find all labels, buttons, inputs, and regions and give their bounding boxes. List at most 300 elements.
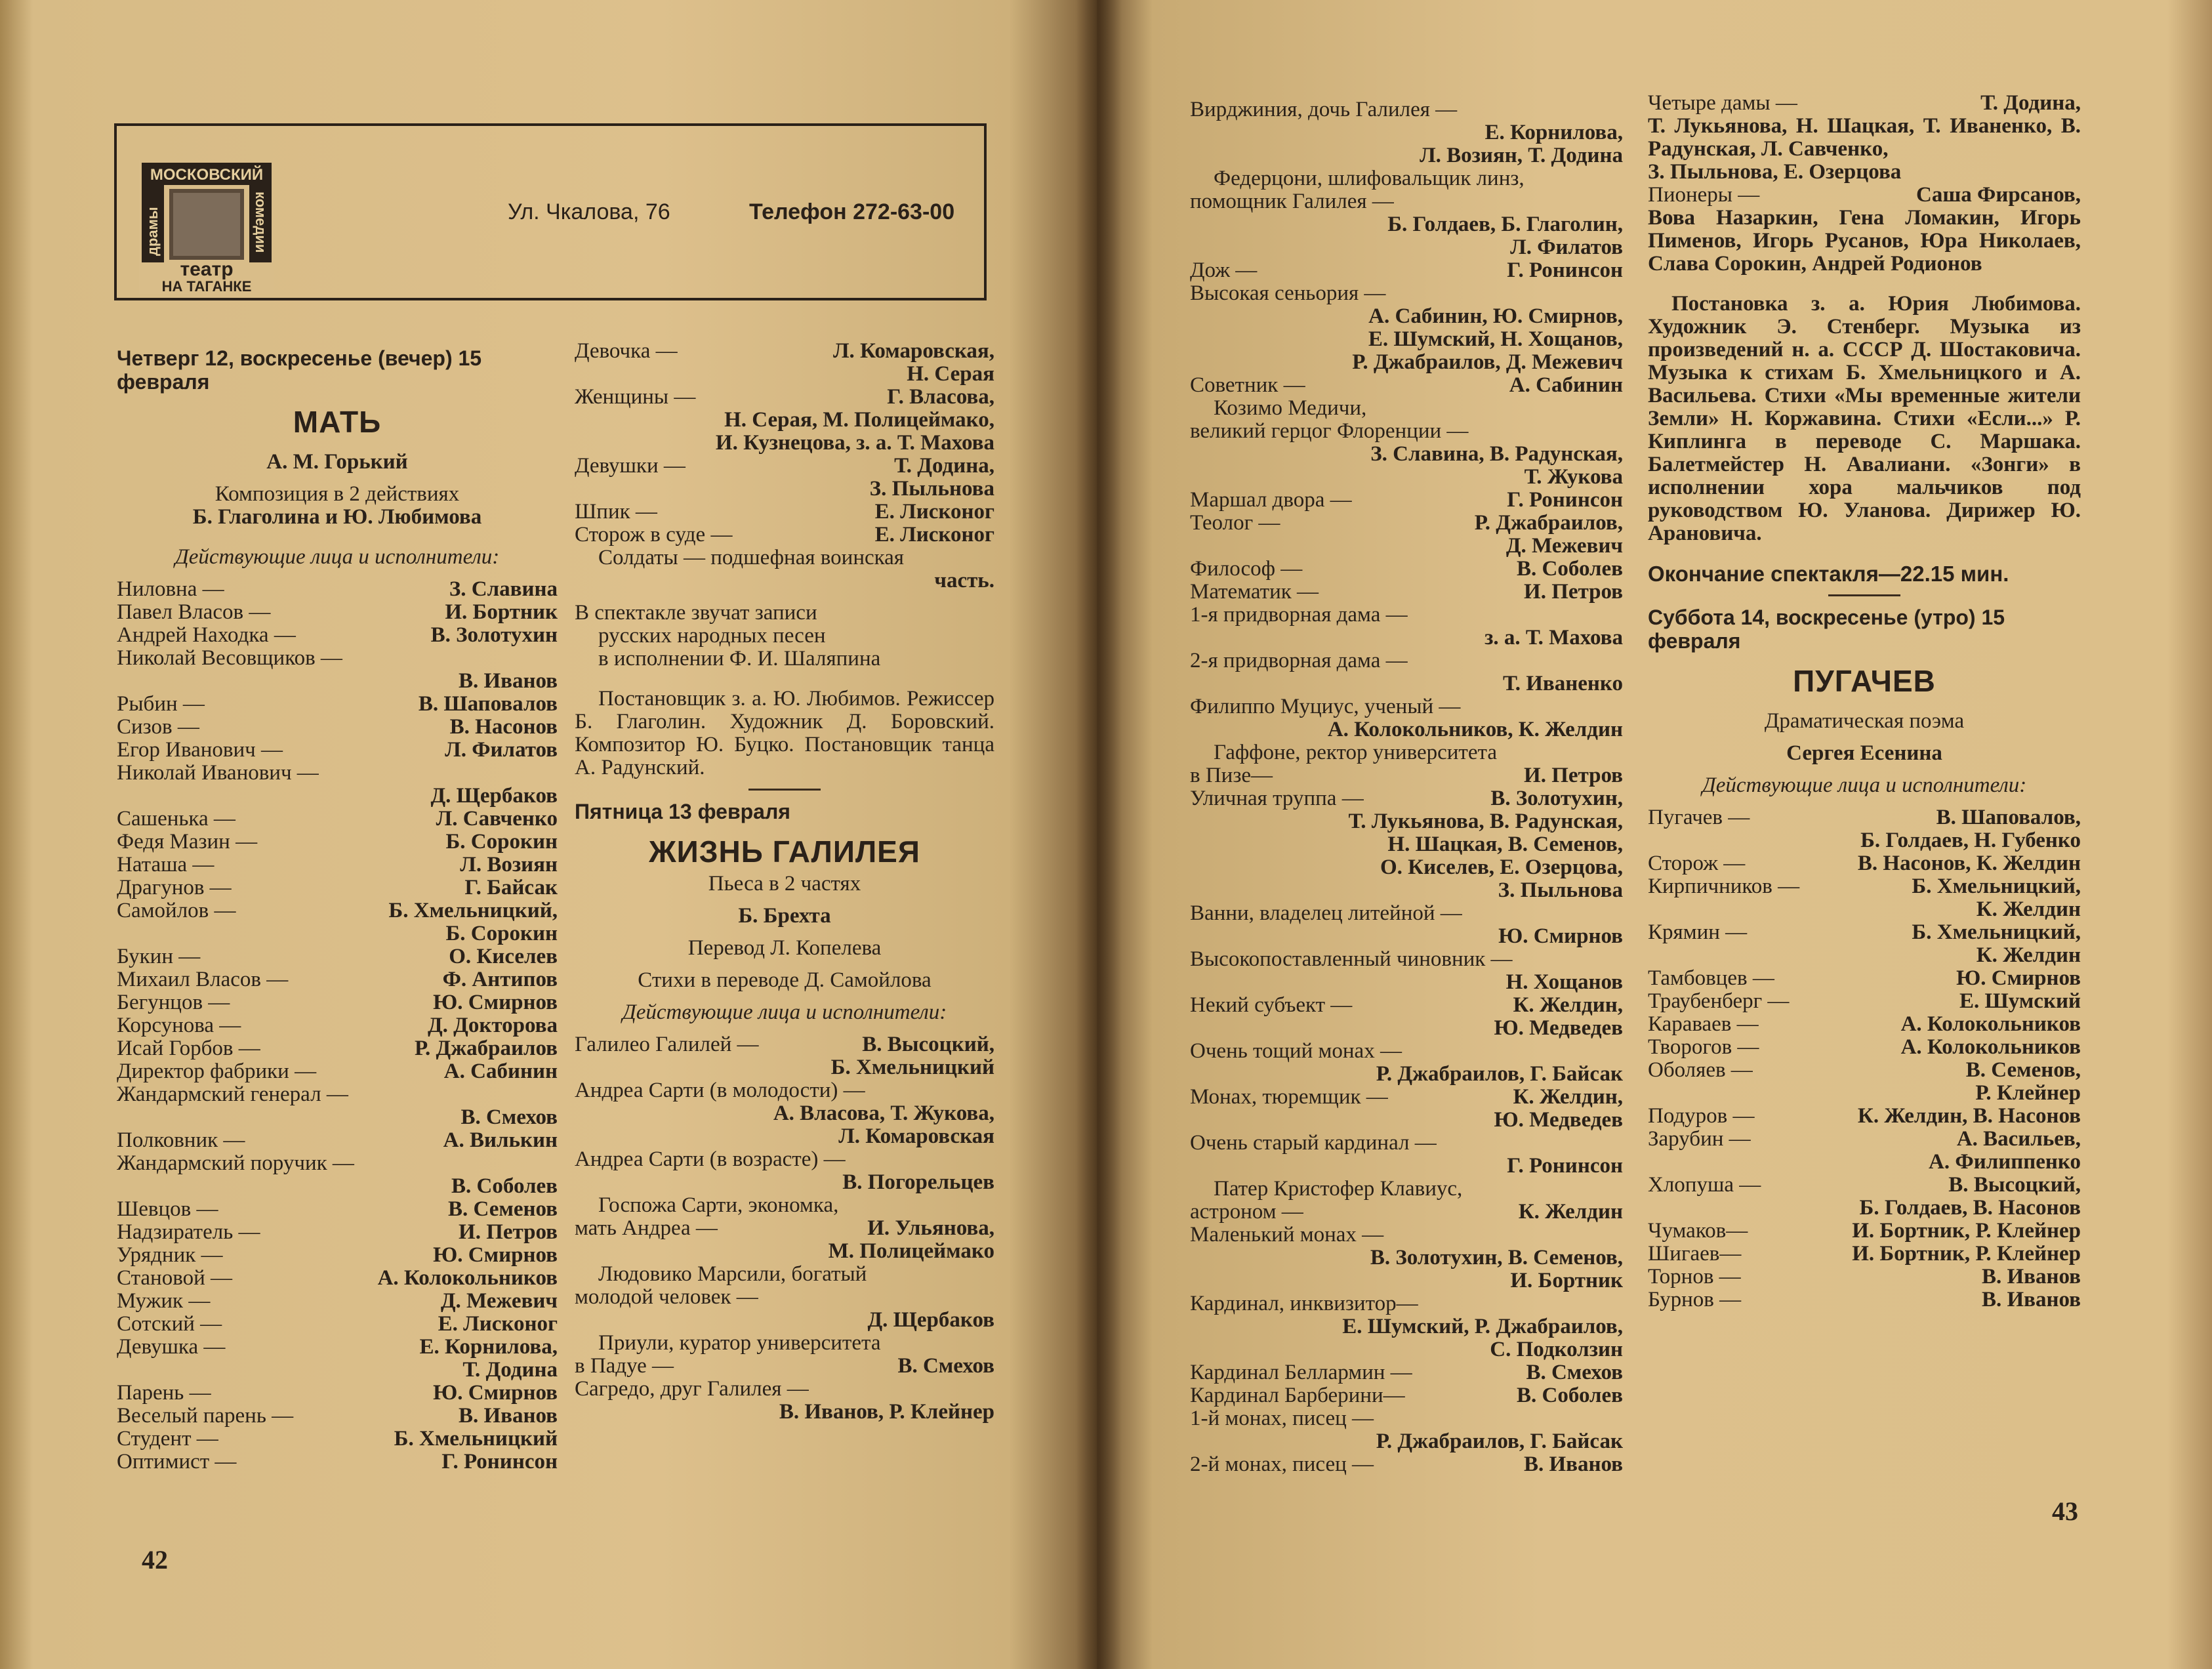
cast-row [1190, 1384, 1623, 1407]
cast-actors: И. Бортник, Р. Клейнер [1852, 1242, 2081, 1266]
cast-actors-line [1190, 925, 1623, 948]
cast-role: Приули, куратор университета [598, 1331, 881, 1355]
cast-row [1648, 92, 2081, 115]
cast-role: Солдаты — подшефная воинская [598, 546, 904, 569]
cast-role: великий герцог Флоренции — [1190, 419, 1469, 443]
cast-role: Девушки — [575, 454, 686, 478]
cast-role: Сизов — [117, 715, 199, 739]
cast-actors-line [575, 1401, 994, 1424]
cast-actors-line [1190, 1315, 1623, 1338]
cast-role: Монах, тюремщик — [1190, 1085, 1388, 1109]
cast-role: Шпик — [575, 500, 657, 524]
cast-actors: В. Семенов [447, 1197, 558, 1221]
cast-actors: С. Подколзин [1490, 1338, 1623, 1361]
cast-list [1190, 98, 1623, 1476]
cast-row [117, 854, 558, 876]
cast-actors-line [1190, 443, 1623, 466]
theatre-logo-icon [139, 160, 274, 294]
cast-actors-line [575, 478, 994, 501]
cast-actors: А. Сабинин, Ю. Смирнов, [1368, 304, 1623, 328]
cast-actors: Ю. Смирнов [433, 1381, 558, 1405]
cast-role: Андреа Сарти (в возрасте) — [575, 1147, 846, 1171]
cast-role: Жандармский генерал — [117, 1082, 348, 1106]
cast-actors: В. Семенов, [1965, 1058, 2081, 1082]
cast-role: Высокая сеньория — [1190, 281, 1386, 305]
cast-role: Гаффоне, ректор университета [1214, 741, 1497, 764]
show-composers: Б. Глаголина и Ю. Любимова [192, 505, 482, 529]
cast-actors: Т. Додина [462, 1358, 558, 1382]
cast-role-line [575, 1286, 994, 1309]
cast-actors-line [1190, 1269, 1623, 1292]
cast-actors: В. Насонов, К. Желдин [1857, 852, 2081, 875]
cast-actors: О. Киселев, Е. Озерцова, [1380, 855, 1623, 879]
cast-role: Кардинал Барберини— [1190, 1384, 1405, 1407]
cast-actors: А. Колокольников [1900, 1012, 2081, 1036]
cast-role: Уличная труппа — [1190, 787, 1364, 810]
cast-actors-line [1190, 144, 1623, 167]
cast-actors: И. Кузнецова, з. а. Т. Махова [715, 431, 994, 455]
theatre-phone: Телефон 272-63-00 [749, 199, 955, 224]
divider [748, 789, 821, 791]
show-subtitle: Композиция в 2 действиях [215, 482, 460, 506]
cast-actors: Д. Щербаков [430, 784, 558, 808]
cast-row [575, 524, 994, 546]
cast-actors: В. Соболев [1517, 557, 1623, 581]
cast-role: Караваев — [1648, 1012, 1759, 1036]
cast-row [117, 1060, 558, 1083]
cast-role: Сторож — [1648, 852, 1746, 875]
cast-actors-line [575, 1171, 994, 1194]
cast-role-line [1190, 1040, 1623, 1063]
cast-actors: Б. Голдаев, В. Насонов [1859, 1196, 2081, 1220]
cast-role-line [1190, 1132, 1623, 1155]
cast-role: Наташа — [117, 853, 215, 876]
svg-text:драмы: драмы [144, 207, 161, 256]
cast-row [117, 601, 558, 624]
show-author: А. М. Горький [266, 450, 408, 474]
cast-role: 1-я придворная дама — [1190, 603, 1408, 627]
cast-actors: И. Петров [1524, 764, 1623, 787]
cast-actors-line [117, 785, 558, 808]
cast-row [1648, 806, 2081, 829]
cast-role: Оптимист — [117, 1450, 237, 1473]
show-subtitle: Драматическая поэма [1764, 709, 1965, 733]
cast-role: Траубенберг — [1648, 989, 1790, 1013]
cast-role-line [575, 1148, 994, 1171]
cast-list [1648, 92, 2081, 276]
cast-role: Чумаков— [1648, 1219, 1748, 1243]
cast-role: Федя Мазин — [117, 830, 258, 854]
cast-row [1190, 1086, 1623, 1109]
cast-row [1190, 764, 1623, 787]
cast-role: Маршал двора — [1190, 488, 1352, 512]
cast-role: Исай Горбов — [117, 1037, 260, 1060]
cast-role: помощник Галилея — [1190, 190, 1394, 213]
cast-row [117, 693, 558, 716]
cast-role-line [1190, 190, 1623, 213]
cast-actors: Р. Джабраилов, Д. Межевич [1352, 350, 1623, 374]
cast-actors-line [575, 1102, 994, 1125]
cast-actors: К. Желдин, В. Насонов [1857, 1104, 2081, 1128]
cast-row [117, 1405, 558, 1428]
cast-role: Четыре дамы — [1648, 91, 1797, 115]
cast-actors: В. Смехов [897, 1354, 994, 1378]
cast-role: Людовико Марсили, богатый [598, 1262, 867, 1286]
cast-actors: А. Колокольников [377, 1266, 558, 1290]
cast-role: Студент — [117, 1427, 218, 1451]
cast-actors: Т. Жукова [1524, 465, 1623, 489]
cast-row [1648, 1243, 2081, 1266]
cast-actors: К. Желдин [1518, 1200, 1623, 1224]
cast-role-line [1190, 902, 1623, 925]
cast-row [117, 991, 558, 1014]
cast-actors: Г. Ронинсон [1507, 488, 1623, 512]
cast-row [117, 1382, 558, 1405]
cast-row [1190, 787, 1623, 810]
cast-actors: Б. Хмельницкий, [388, 899, 558, 922]
cast-row [1190, 259, 1623, 282]
cast-actors: Н. Серая, М. Полицеймако, [724, 408, 994, 432]
cast-actors: А. Колокольников, К. Желдин [1327, 718, 1623, 741]
cast-role: Николай Весовщиков — [117, 646, 342, 670]
cast-role: 2-я придворная дама — [1190, 649, 1408, 672]
cast-role: Федерцони, шлифовальщик линз, [1214, 167, 1525, 190]
mat-column-2 [575, 340, 994, 1424]
cast-row [1648, 967, 2081, 990]
cast-actors: И. Бортник [1510, 1269, 1623, 1292]
cast-actors-line [1190, 672, 1623, 695]
cast-role: Рыбин — [117, 692, 205, 716]
cast-role-line [575, 546, 994, 569]
cast-role: молодой человек — [575, 1285, 758, 1309]
cast-row [117, 1313, 558, 1336]
cast-actors-line [1648, 115, 2081, 161]
cast-role: Шигаев— [1648, 1242, 1742, 1266]
cast-role: Теолог — [1190, 511, 1280, 535]
cast-actors: В. Высоцкий, [1948, 1173, 2081, 1197]
cast-actors: А. Вилькин [443, 1128, 558, 1152]
cast-actors: Б. Хмельницкий, [1912, 920, 2081, 944]
cast-role: Ниловна — [117, 577, 224, 601]
cast-actors: М. Полицеймако [828, 1239, 994, 1263]
cast-role: Математик — [1190, 580, 1319, 604]
cast-actors: О. Киселев [449, 945, 558, 968]
cast-role-line [117, 1152, 558, 1175]
cast-actors-line [1190, 213, 1623, 236]
cast-row [1648, 1220, 2081, 1243]
cast-actors: Б. Голдаев, Б. Глаголин, [1387, 213, 1623, 236]
cast-actors-line [575, 432, 994, 455]
cast-role: Ванни, владелец литейной — [1190, 901, 1462, 925]
cast-role: Надзиратель — [117, 1220, 260, 1244]
cast-row [117, 1129, 558, 1152]
cast-role-line [1190, 649, 1623, 672]
cast-actors-line [575, 1309, 994, 1332]
cast-row [1190, 374, 1623, 397]
cast-role: Галилео Галилей — [575, 1033, 759, 1056]
show-date: Суббота 14, воскресенье (утро) 15 февраля [1648, 606, 2005, 653]
cast-role: Философ — [1190, 557, 1303, 581]
show-author: Б. Брехта [738, 904, 831, 928]
cast-actors: Л. Филатов [445, 738, 558, 762]
cast-row [1190, 512, 1623, 535]
cast-role: Маленький монах — [1190, 1223, 1384, 1247]
cast-role-line [1190, 1224, 1623, 1247]
cast-role: Бурнов — [1648, 1288, 1742, 1311]
cast-actors: В. Иванов [1523, 1453, 1623, 1476]
cast-actors: И. Бортник, Р. Клейнер [1852, 1219, 2081, 1243]
cast-role: Зарубин — [1648, 1127, 1751, 1151]
cast-actors: Е. Лисконог [438, 1312, 558, 1336]
cast-row [117, 968, 558, 991]
cast-actors: Е. Корнилова, [1485, 121, 1623, 144]
cast-role-line [1190, 282, 1623, 305]
cast-row [1648, 875, 2081, 898]
cast-actors: Л. Филатов [1510, 236, 1623, 259]
cast-role: Сагредо, друг Галилея — [575, 1377, 809, 1401]
cast-actors: Ю. Смирнов [1956, 966, 2081, 990]
cast-actors-line [1190, 328, 1623, 351]
cast-actors-line [1190, 833, 1623, 856]
cast-actors: В. Иванов [1981, 1288, 2081, 1311]
cast-actors: Л. Комаровская, [832, 339, 994, 363]
cast-row [575, 1217, 994, 1240]
cast-role: Шевцов — [117, 1197, 218, 1221]
cast-role: Становой — [117, 1266, 232, 1290]
cast-role: Жандармский поручик — [117, 1151, 354, 1175]
cast-role: Советник — [1190, 373, 1305, 397]
cast-row [117, 1244, 558, 1267]
cast-role: Вирджиния, дочь Галилея — [1190, 98, 1458, 121]
cast-actors: Ф. Антипов [442, 968, 558, 991]
cast-actors: Е. Шумский, Н. Хощанов, [1368, 327, 1623, 351]
cast-actors-line [1190, 121, 1623, 144]
cast-header: Действующие лица и исполнители: [622, 1000, 947, 1024]
cast-row [1648, 184, 2081, 207]
cast-actors-line [1190, 856, 1623, 879]
cast-actors: З. Пыльнова [869, 477, 994, 501]
svg-text:НА ТАГАНКЕ: НА ТАГАНКЕ [161, 278, 252, 294]
cast-actors: К. Желдин, [1513, 993, 1623, 1017]
cast-actors-line [575, 1240, 994, 1263]
cast-actors: А. Филиппенко [1929, 1150, 2081, 1174]
cast-actors-line [1648, 1151, 2081, 1174]
cast-actors: з. а. Т. Махова [1485, 626, 1623, 649]
pugachev-column [1648, 92, 2081, 1311]
cast-actors: В. Соболев [451, 1174, 558, 1198]
cast-actors: А. Сабинин [1509, 373, 1623, 397]
cast-role: Очень старый кардинал — [1190, 1131, 1437, 1155]
cast-role: Филиппо Муциус, ученый — [1190, 695, 1461, 718]
cast-row [1648, 1105, 2081, 1128]
cast-actors: Л. Комаровская [838, 1124, 994, 1148]
cast-actors: Ю. Смирнов [433, 991, 558, 1014]
cast-role: Андреа Сарти (в молодости) — [575, 1079, 865, 1102]
cast-actors-line [117, 1106, 558, 1129]
cast-actors: Б. Хмельницкий [394, 1427, 558, 1451]
cast-role: Драгунов — [117, 876, 232, 899]
cast-actors: Б. Хмельницкий [830, 1056, 994, 1079]
cast-actors: Р. Джабраилов [414, 1037, 558, 1060]
cast-role-line [575, 1194, 994, 1217]
cast-role: Кардинал Беллармин — [1190, 1361, 1412, 1384]
cast-list [575, 1033, 994, 1424]
cast-actors-line [1190, 627, 1623, 649]
cast-role-line [1190, 98, 1623, 121]
cast-row [117, 624, 558, 647]
cast-actors-line [1648, 898, 2081, 921]
cast-role-line [575, 1263, 994, 1286]
cast-actors: А. Сабинин [443, 1060, 558, 1083]
cast-row [117, 1014, 558, 1037]
cast-row [117, 1198, 558, 1221]
cast-role: Букин — [117, 945, 201, 968]
cast-header: Действующие лица и исполнители: [174, 545, 500, 569]
cast-actors-line [1190, 1430, 1623, 1453]
cast-actors: Д. Докторова [427, 1014, 558, 1037]
cast-row [117, 1221, 558, 1244]
show-subtitle: Пьеса в 2 частях [708, 872, 861, 896]
cast-actors: Л. Возиян, Т. Додина [1420, 144, 1623, 167]
cast-row [1190, 994, 1623, 1017]
cast-role: Урядник — [117, 1243, 223, 1267]
cast-role: Парень — [117, 1381, 211, 1405]
cast-actors: З. Пыльнова [1498, 878, 1623, 902]
cast-role: Подуров — [1648, 1104, 1755, 1128]
cast-actors: В. Иванов [458, 669, 558, 693]
cast-row [117, 1267, 558, 1290]
cast-actors: Ю. Медведев [1494, 1016, 1623, 1040]
cast-actors: В. Погорельцев [842, 1170, 994, 1194]
cast-role: Девочка — [575, 339, 678, 363]
cast-actors: К. Желдин, [1513, 1085, 1623, 1109]
cast-actors: И. Петров [459, 1220, 558, 1244]
cast-actors: И. Ульянова, [867, 1216, 994, 1240]
cast-actors: Л. Возиян [460, 853, 558, 876]
cast-row [575, 1355, 994, 1378]
cast-actors: А. Васильев, [1956, 1127, 2081, 1151]
cast-role: Патер Кристофер Клавиус, [1214, 1177, 1463, 1201]
svg-text:комедии: комедии [253, 192, 269, 253]
cast-row [1648, 1174, 2081, 1197]
cast-role: Тамбовцев — [1648, 966, 1774, 990]
cast-actors: Е. Шумский [1959, 989, 2081, 1013]
cast-actors: А. Колокольников [1900, 1035, 2081, 1059]
cast-actors: Р. Клейнер [1975, 1081, 2081, 1105]
cast-actors: В. Соболев [1517, 1384, 1623, 1407]
svg-text:театр: театр [180, 258, 234, 280]
cast-role: Госпожа Сарти, экономка, [598, 1193, 839, 1217]
cast-role: Егор Иванович — [117, 738, 283, 762]
cast-actors-line [1190, 810, 1623, 833]
cast-role: Михаил Власов — [117, 968, 289, 991]
cast-role-line [1190, 695, 1623, 718]
left-page [0, 0, 1097, 1669]
cast-actors: К. Желдин [1976, 897, 2081, 921]
cast-role: Женщины — [575, 385, 696, 409]
cast-actors: Н. Хощанов [1505, 970, 1623, 994]
cast-actors: Е. Корнилова, [419, 1335, 558, 1359]
cast-row [117, 899, 558, 922]
cast-role: астроном — [1190, 1200, 1303, 1224]
cast-actors: В. Насонов [449, 715, 558, 739]
cast-row [575, 386, 994, 409]
cast-actors: Р. Джабраилов, [1474, 511, 1623, 535]
cast-actors-line [1190, 1338, 1623, 1361]
cast-list [575, 340, 994, 592]
cast-actors: Т. Лукьянова, Н. Шацкая, Т. Иваненко, В. Радунская, Л. Савченко, [1648, 114, 2081, 161]
cast-actors: В. Иванов, Р. Клейнер [779, 1400, 994, 1424]
cast-row [117, 716, 558, 739]
cast-actors-line [1190, 718, 1623, 741]
cast-actors-line [1648, 944, 2081, 967]
cast-role: Кирпичников — [1648, 875, 1800, 898]
cast-actors-line [1648, 207, 2081, 276]
cast-role: 2-й монах, писец — [1190, 1453, 1374, 1476]
cast-role-line [117, 762, 558, 785]
cast-actors-line [1190, 1247, 1623, 1269]
cast-actors: Т. Иваненко [1503, 672, 1623, 695]
cast-role: Высокопоставленный чиновник — [1190, 947, 1513, 971]
cast-actors-line [575, 569, 994, 592]
cast-role: Мужик — [117, 1289, 211, 1313]
cast-role: Николай Иванович — [117, 761, 319, 785]
cast-role-line [1190, 420, 1623, 443]
cast-actors: К. Желдин [1976, 943, 2081, 967]
cast-role-line [1190, 1292, 1623, 1315]
theatre-address: Ул. Чкалова, 76 [508, 199, 670, 224]
cast-actors: В. Смехов [1526, 1361, 1623, 1384]
cast-actors: Р. Джабраилов, Г. Байсак [1376, 1062, 1623, 1086]
credits: Постановщик з. а. Ю. Любимов. Режиссер Б. Глаголин. Художник Д. Боровский. Композитор Ю. Буцко. Постановщик танца А. Радунский. [575, 687, 994, 779]
cast-role-line [1190, 1407, 1623, 1430]
cast-role: Сотский — [117, 1312, 222, 1336]
page-number: 42 [142, 1545, 168, 1575]
page-number: 43 [2052, 1496, 2078, 1526]
cast-role: Некий субъект — [1190, 993, 1353, 1017]
cast-role: Кардинал, инквизитор— [1190, 1292, 1418, 1315]
cast-actors: Н. Шацкая, В. Семенов, [1387, 833, 1623, 856]
cast-row [117, 1037, 558, 1060]
cast-role: в Пизе— [1190, 764, 1273, 787]
cast-role: Очень тощий монах — [1190, 1039, 1402, 1063]
cast-role: Павел Власов — [117, 600, 271, 624]
cast-role: в Падуе — [575, 1354, 674, 1378]
cast-actors-line [1190, 351, 1623, 374]
cast-actors: Н. Серая [907, 362, 994, 386]
cast-row [117, 831, 558, 854]
cast-row [1648, 852, 2081, 875]
cast-role: Девушка — [117, 1335, 226, 1359]
cast-actors: Б. Сорокин [445, 830, 558, 854]
cast-row [575, 1033, 994, 1056]
cast-row [1190, 489, 1623, 512]
cast-role: мать Андреа — [575, 1216, 718, 1240]
cast-role-line [575, 1332, 994, 1355]
show-author: Сергея Есенина [1786, 741, 1942, 765]
cast-actors: Вова Назаркин, Гена Ломакин, Игорь Пименов, Игорь Русанов, Юра Николаев, Слава Сорокин, Андрей Родионов [1648, 206, 2081, 276]
records-note: В спектакле звучат записи [575, 601, 817, 625]
cast-row [1648, 1059, 2081, 1082]
cast-actors-line [1190, 879, 1623, 902]
cast-row [575, 340, 994, 363]
cast-actors: Д. Межевич [440, 1289, 558, 1313]
show-verses: Стихи в переводе Д. Самойлова [638, 968, 932, 992]
cast-actors-line [575, 409, 994, 432]
cast-row [1648, 990, 2081, 1013]
cast-actors-line [1190, 466, 1623, 489]
cast-actors-line [575, 1056, 994, 1079]
